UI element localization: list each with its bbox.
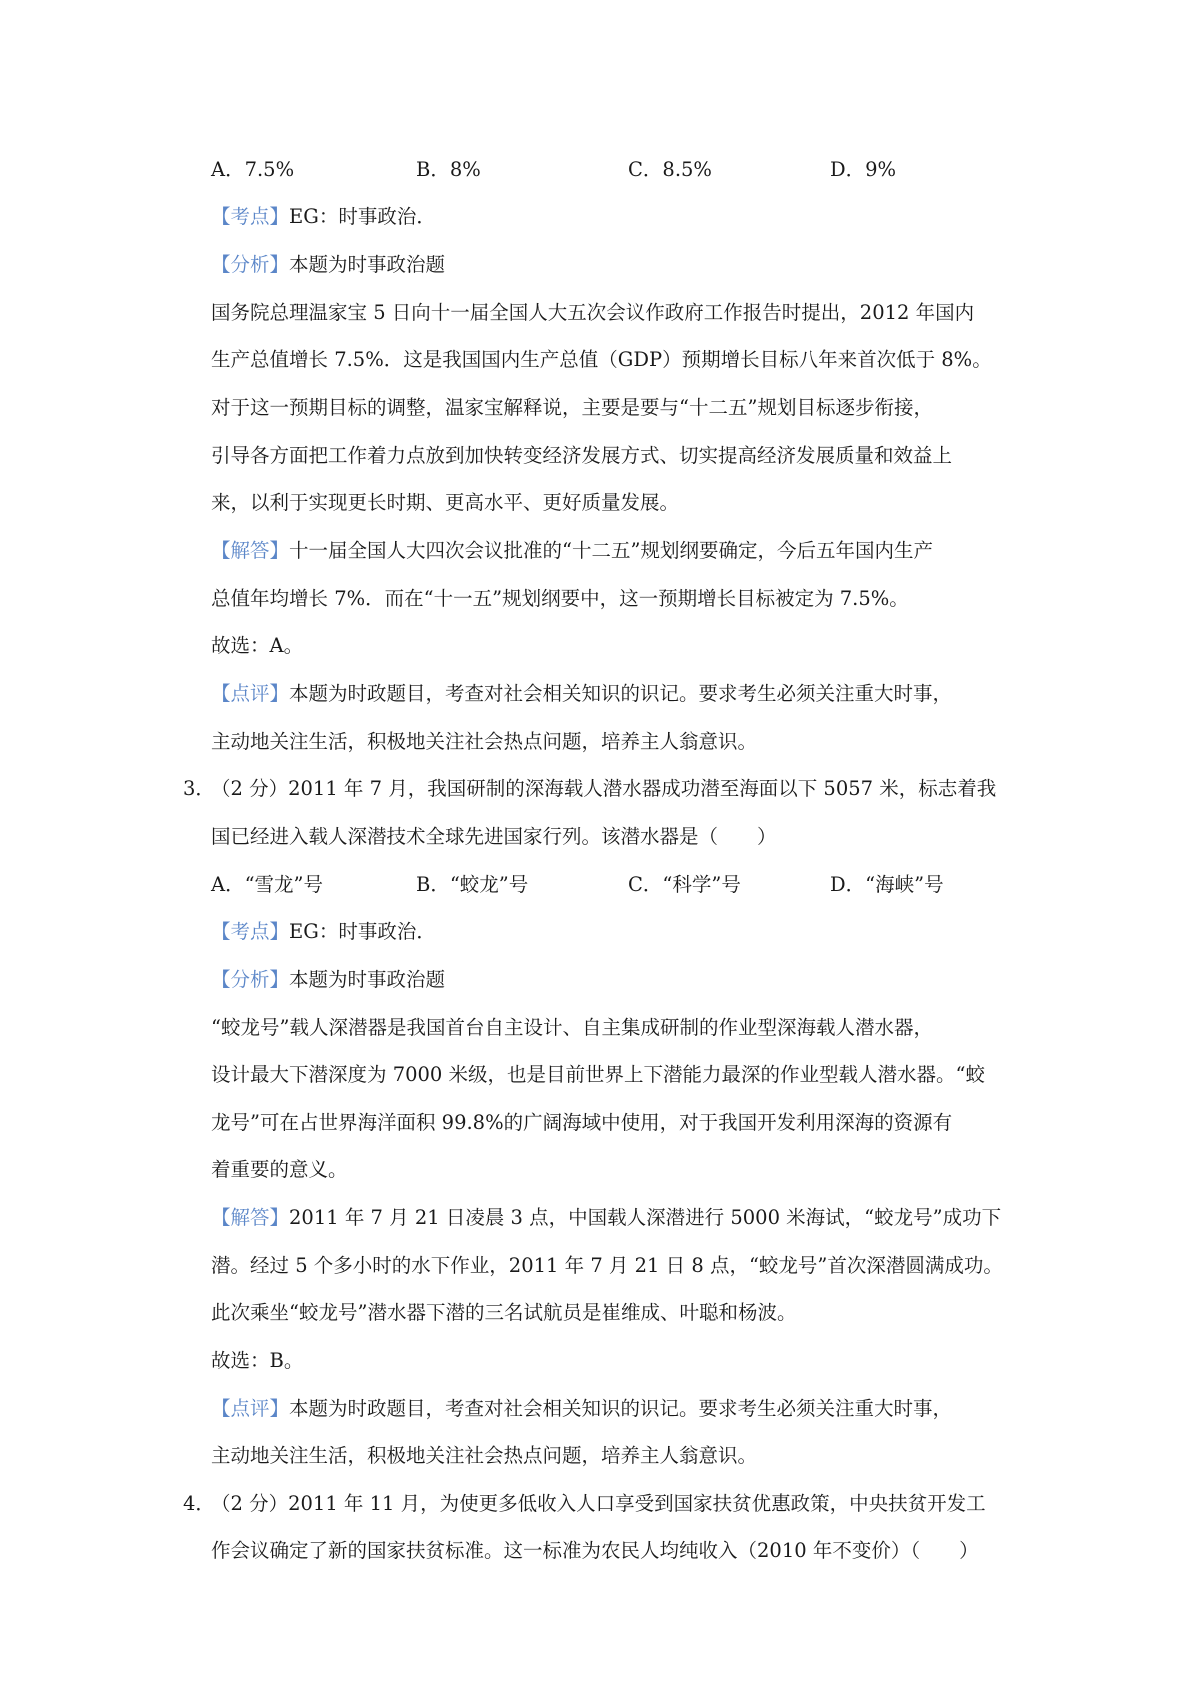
q2-fenxi-line-4: 引导各方面把工作着力点放到加快转变经济发展方式、切实提高经济发展质量和效益上	[211, 444, 953, 467]
q3-jieda-line-1: 2011 年 7 月 21 日凌晨 3 点，中国载人深潜进行 5000 米海试，“蛟龙号”成功下	[289, 1206, 1002, 1229]
q2-dianping-line-1: 本题为时政题目，考查对社会相关知识的识记。要求考生必须关注重大时事，	[289, 682, 953, 705]
q2-option-d: D．9%	[830, 158, 897, 181]
q3-stem-line-2: 国已经进入载人深潜技术全球先进国家行列。该潜水器是（ ）	[211, 825, 777, 848]
q3-fenxi-line-3: 龙号”可在占世界海洋面积 99.8%的广阔海域中使用，对于我国开发利用深海的资源有	[211, 1111, 953, 1134]
q2-option-b: B．8%	[416, 158, 481, 181]
q3-jieda	[211, 1205, 1001, 1231]
q3-kaodian-text: EG：时事政治．	[289, 920, 436, 943]
q4-number: 4．	[183, 1492, 215, 1515]
q2-kaodian-text: EG：时事政治．	[289, 205, 436, 228]
q3-stem-line-1: （2 分）2011 年 7 月，我国研制的深海载人潜水器成功潜至海面以下 5057 米，标志着我	[211, 777, 997, 800]
q2-dianping	[211, 681, 952, 707]
q2-option-a: A．7.5%	[211, 158, 295, 181]
q4-stem-line-2: 作会议确定了新的国家扶贫标准。这一标准为农民人均纯收入（2010 年不变价）（ ）	[211, 1539, 979, 1562]
q3-option-d: D．“海峡”号	[830, 873, 944, 896]
q3-option-b: B．“蛟龙”号	[416, 873, 529, 896]
q3-options	[211, 872, 1011, 898]
q4-stem-line-1: （2 分）2011 年 11 月，为使更多低收入人口享受到国家扶贫优惠政策，中央扶贫开发工	[211, 1492, 986, 1515]
q2-fenxi-tag: 【分析】	[211, 253, 290, 276]
q2-jieda	[211, 538, 933, 564]
q3-number: 3．	[183, 777, 215, 800]
q2-dianping-line-2: 主动地关注生活，积极地关注社会热点问题，培养主人翁意识。	[211, 730, 758, 753]
q3-fenxi-line-2: 设计最大下潜深度为 7000 米级，也是目前世界上下潜能力最深的作业型载人潜水器。“蛟	[211, 1063, 985, 1086]
q3-dianping-line-2: 主动地关注生活，积极地关注社会热点问题，培养主人翁意识。	[211, 1444, 758, 1467]
q3-fenxi-tag: 【分析】	[211, 968, 290, 991]
q3-kaodian-tag: 【考点】	[211, 920, 290, 943]
q3-answer: 故选：B。	[211, 1349, 304, 1372]
q3-jieda-line-2: 潜。经过 5 个多小时的水下作业，2011 年 7 月 21 日 8 点，“蛟龙号”首次深潜圆满成功。	[211, 1254, 1003, 1277]
q3-dianping-line-1: 本题为时政题目，考查对社会相关知识的识记。要求考生必须关注重大时事，	[289, 1397, 953, 1420]
q2-options	[211, 157, 1011, 183]
q3-dianping	[211, 1396, 952, 1422]
q2-dianping-tag: 【点评】	[211, 682, 290, 705]
q3-option-a: A．“雪龙”号	[211, 873, 324, 896]
q3-kaodian	[211, 919, 436, 945]
q3-fenxi-text: 本题为时事政治题	[289, 968, 446, 991]
q2-jieda-line-2: 总值年均增长 7%．而在“十一五”规划纲要中，这一预期增长目标被定为 7.5%。	[211, 587, 909, 610]
q3-fenxi	[211, 967, 445, 993]
q3-fenxi-line-4: 着重要的意义。	[211, 1158, 348, 1181]
q2-option-c: C．8.5%	[628, 158, 712, 181]
q3-jieda-tag: 【解答】	[211, 1206, 290, 1229]
q2-fenxi-line-3: 对于这一预期目标的调整，温家宝解释说，主要是要与“十二五”规划目标逐步衔接，	[211, 396, 933, 419]
q2-fenxi	[211, 252, 445, 278]
q2-jieda-tag: 【解答】	[211, 539, 290, 562]
q2-fenxi-line-5: 来，以利于实现更长时期、更高水平、更好质量发展。	[211, 491, 680, 514]
q2-answer: 故选：A。	[211, 634, 304, 657]
q3-jieda-line-3: 此次乘坐“蛟龙号”潜水器下潜的三名试航员是崔维成、叶聪和杨波。	[211, 1301, 797, 1324]
q3-dianping-tag: 【点评】	[211, 1397, 290, 1420]
q2-fenxi-line-1: 国务院总理温家宝 5 日向十一届全国人大五次会议作政府工作报告时提出，2012 年国内	[211, 301, 975, 324]
q2-kaodian-tag: 【考点】	[211, 205, 290, 228]
q3-option-c: C．“科学”号	[628, 873, 741, 896]
q2-fenxi-line-2: 生产总值增长 7.5%．这是我国国内生产总值（GDP）预期增长目标八年来首次低于 8%。	[211, 348, 992, 371]
q2-kaodian	[211, 204, 436, 230]
q2-jieda-line-1: 十一届全国人大四次会议批准的“十二五”规划纲要确定，今后五年国内生产	[289, 539, 933, 562]
q2-fenxi-text: 本题为时事政治题	[289, 253, 446, 276]
q3-fenxi-line-1: “蛟龙号”载人深潜器是我国首台自主设计、自主集成研制的作业型深海载人潜水器，	[211, 1016, 933, 1039]
